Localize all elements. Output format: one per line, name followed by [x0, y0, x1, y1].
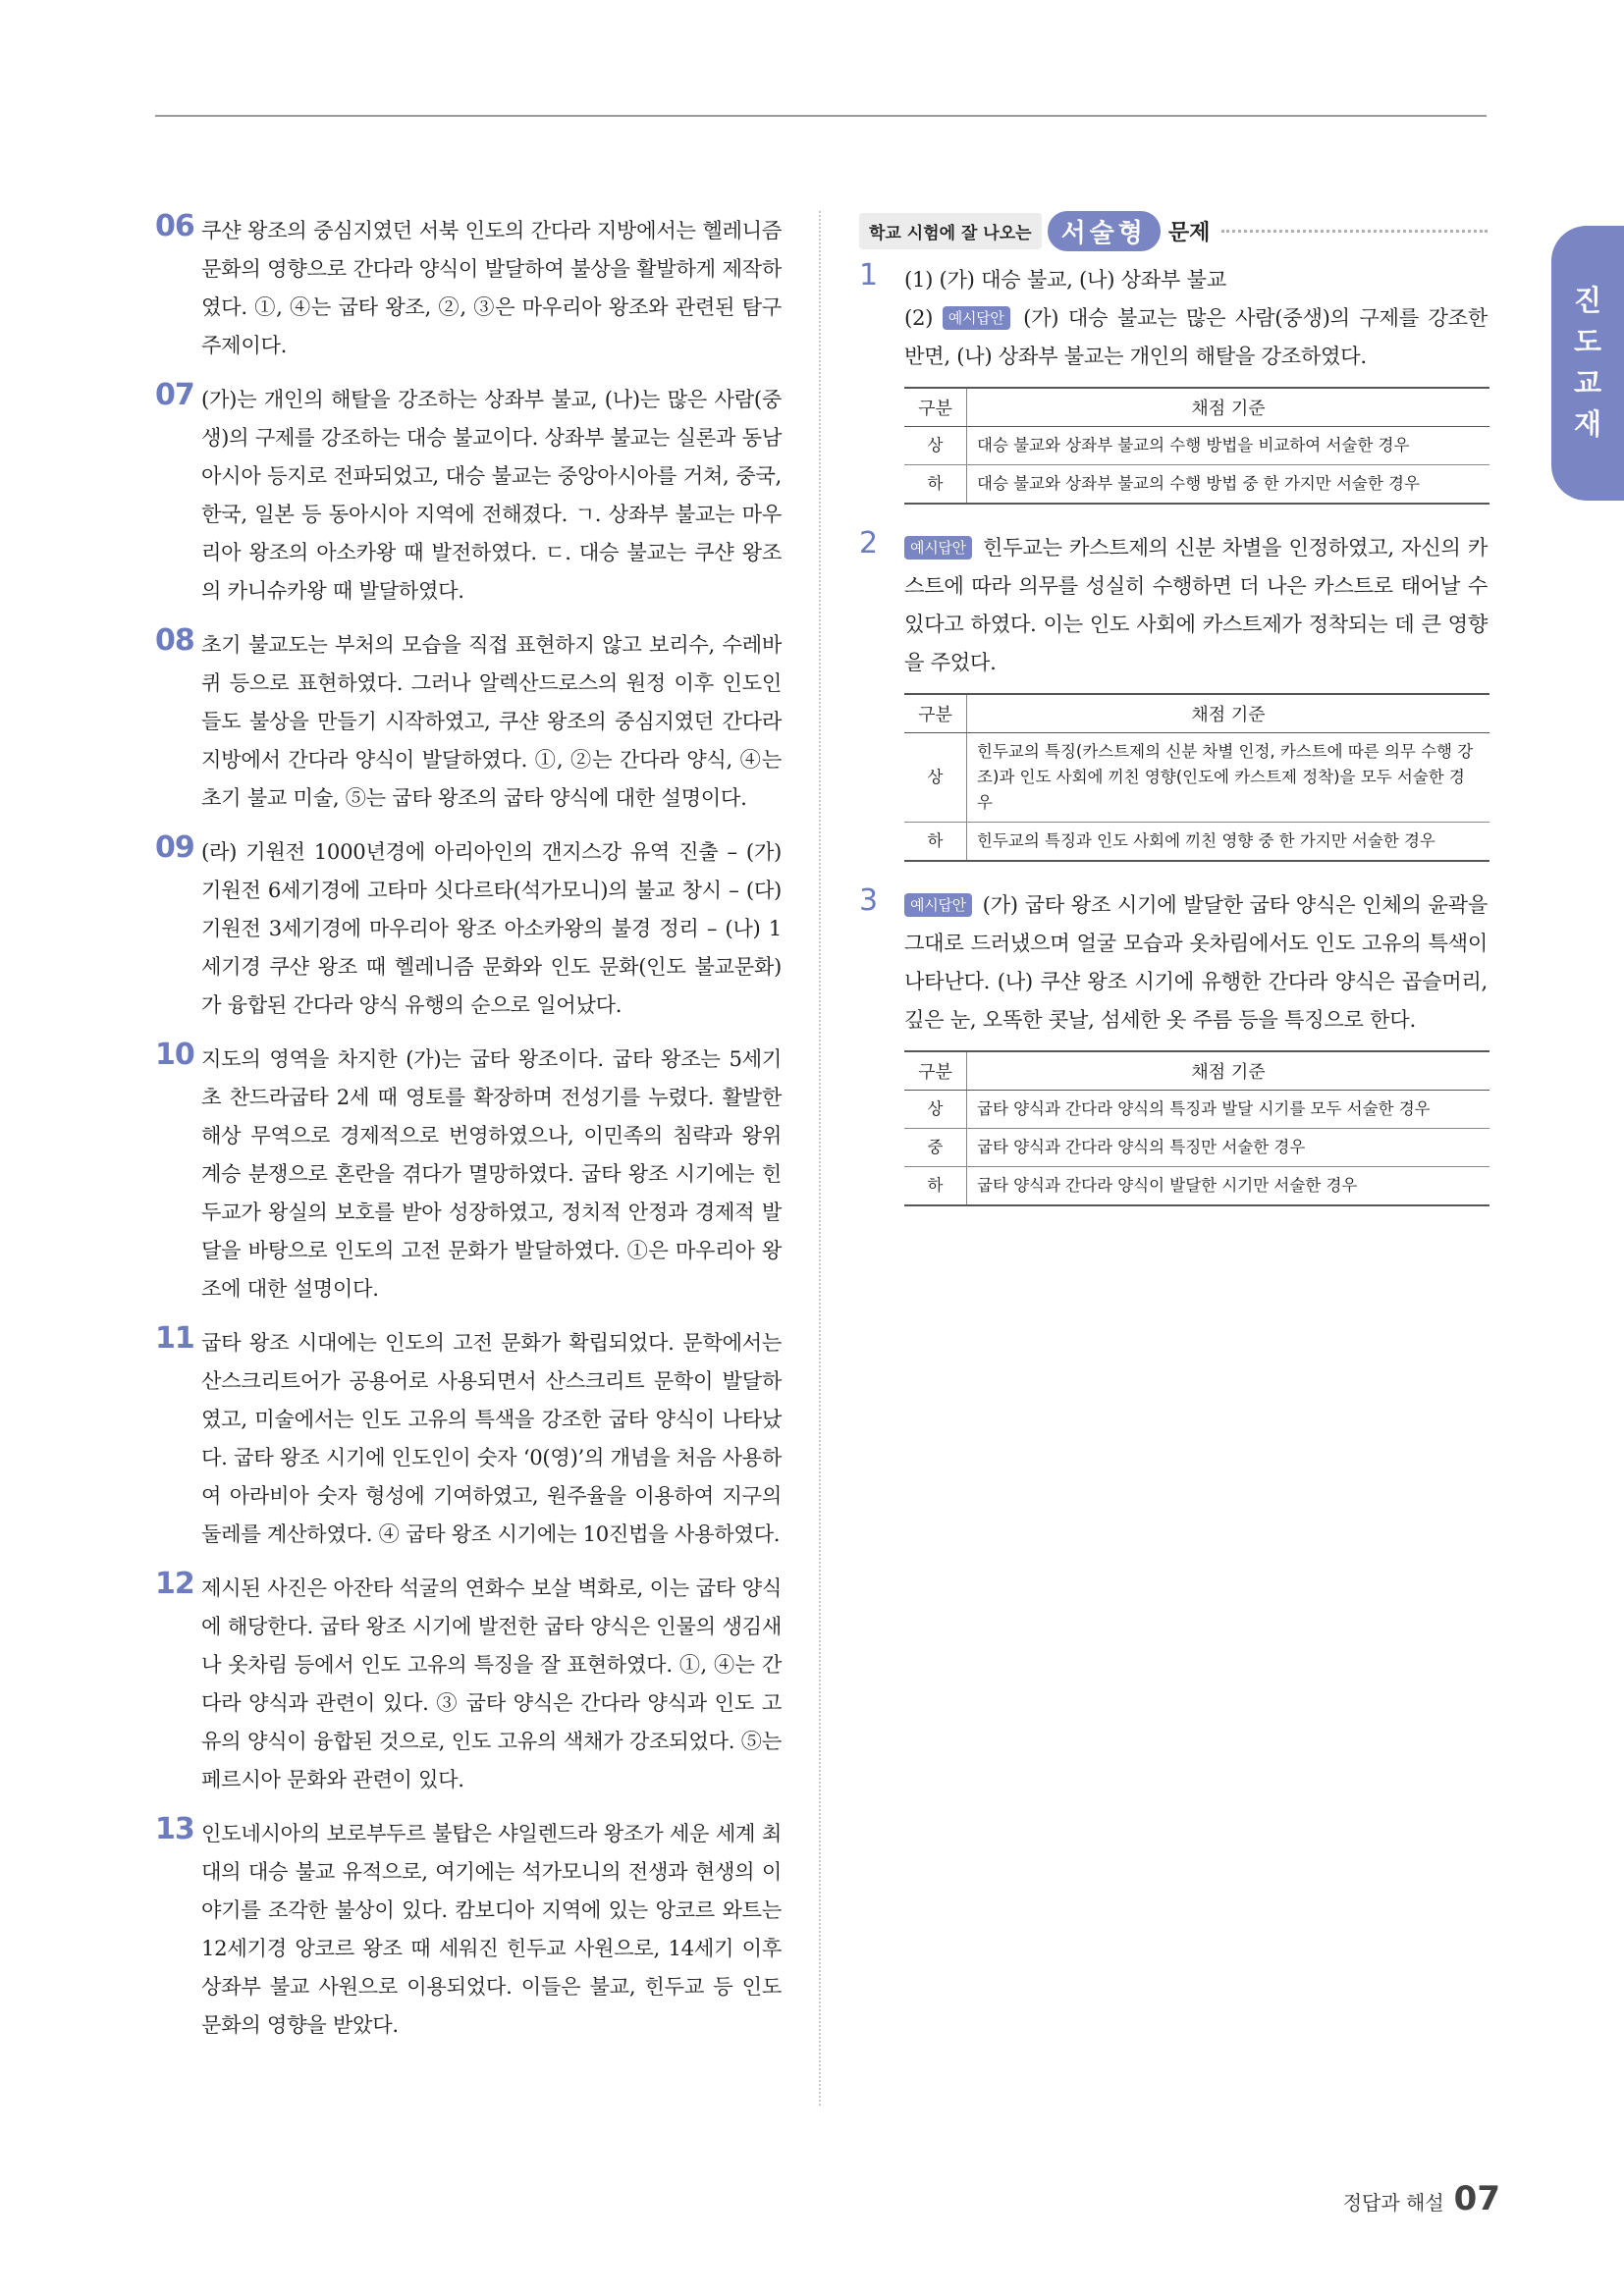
side-tab	[1551, 226, 1624, 501]
side-tab-char: 진	[1573, 284, 1601, 318]
answer-line	[904, 298, 1488, 375]
sub-number: (2)	[904, 305, 934, 330]
grade-cell: 하	[904, 465, 967, 505]
criteria-cell: 굽타 양식과 간다라 양식이 발달한 시기만 서술한 경우	[967, 1167, 1490, 1206]
table-row	[904, 465, 1489, 505]
page-number: 07	[1453, 2179, 1500, 2218]
top-rule	[155, 115, 1487, 117]
example-answer-badge: 예시답안	[943, 306, 1010, 330]
answer-text: (가) 굽타 왕조 시기에 발달한 굽타 양식은 인체의 윤곽을 그대로 드러냈으며 얼굴 모습과 옷차림에서도 인도 고유의 특색이 나타난다. (나) 쿠샨 왕조 시기에 유행한 간다라 양식은 곱슬머리, 깊은 눈, 오똑한 콧날, 섬세한 옷 주름 등을 특징으로 한다.	[904, 892, 1489, 1032]
column-header-criteria: 채점 기준	[967, 388, 1490, 427]
table-row	[904, 1091, 1489, 1129]
answer-number: 10	[155, 1038, 194, 1072]
answer-text: 제시된 사진은 아잔타 석굴의 연화수 보살 벽화로, 이는 굽타 양식에 해당한다. 굽타 왕조 시기에 발전한 굽타 양식은 인물의 생김새나 옷차림 등에서 인도 고유의 특징을 잘 표현하였다. ①, ④는 간다라 양식과 관련이 있다. ③ 굽타 양식은 간다라 양식과 인도 고유의 양식이 융합된 것으로, 인도 고유의 색채가 강조되었다. ⑤는 페르시아 문화와 관련이 있다.	[201, 1575, 782, 1791]
page-footer	[1343, 2179, 1500, 2218]
answer-number: 09	[155, 830, 194, 865]
answer-item	[155, 625, 782, 817]
answer-item	[155, 211, 782, 364]
grade-cell: 하	[904, 1167, 967, 1206]
answer-text: (라) 기원전 1000년경에 아리아인의 갠지스강 유역 진출 – (가) 기원전 6세기경에 고타마 싯다르타(석가모니)의 불교 창시 – (다) 기원전 3세기경에 마우리아 왕조 아소카왕의 불경 정리 – (나) 1세기경 쿠샨 왕조 때 헬레니즘 문화와 인도 문화(인도 불교문화)가 융합된 간다라 양식 유행의 순으로 일어났다.	[201, 839, 782, 1017]
footer-label: 정답과 해설	[1342, 2191, 1444, 2215]
answer-line: (1) (가) 대승 불교, (나) 상좌부 불교	[904, 267, 1226, 292]
question-number: 2	[859, 526, 879, 561]
criteria-cell: 대승 불교와 상좌부 불교의 수행 방법 중 한 가지만 서술한 경우	[967, 465, 1490, 505]
grade-cell: 상	[904, 1091, 967, 1129]
table-row	[904, 427, 1489, 465]
grade-cell: 하	[904, 823, 967, 862]
answer-line	[904, 528, 1488, 681]
answer-text: 초기 불교도는 부처의 모습을 직접 표현하지 않고 보리수, 수레바퀴 등으로 표현하였다. 그러나 알렉산드로스의 원정 이후 인도인들도 불상을 만들기 시작하였고, 쿠샨 왕조의 중심지였던 간다라 지방에서 간다라 양식이 발달하였다. ①, ②는 간다라 양식, ④는 초기 불교 미술, ⑤는 굽타 왕조의 굽타 양식에 대한 설명이다.	[201, 632, 782, 810]
table-row	[904, 733, 1489, 823]
answer-line	[904, 885, 1488, 1039]
criteria-cell: 대승 불교와 상좌부 불교의 수행 방법을 비교하여 서술한 경우	[967, 427, 1490, 465]
grading-table	[904, 1050, 1489, 1206]
column-header-criteria: 채점 기준	[967, 694, 1490, 733]
grade-cell: 상	[904, 733, 967, 823]
criteria-cell: 힌두교의 특징과 인도 사회에 끼친 영향 중 한 가지만 서술한 경우	[967, 823, 1490, 862]
question-number: 1	[859, 258, 879, 293]
answer-item	[155, 1814, 782, 2044]
answer-item	[155, 1323, 782, 1553]
table-row	[904, 1129, 1489, 1167]
column-divider	[819, 211, 821, 2106]
grading-table	[904, 387, 1489, 505]
section-header-suffix: 문제	[1167, 220, 1211, 245]
answer-number: 13	[155, 1812, 194, 1846]
section-header-label: 학교 시험에 잘 나오는	[859, 213, 1042, 249]
essay-question	[859, 885, 1488, 1039]
side-tab-char: 교	[1573, 366, 1601, 400]
answer-number: 07	[155, 378, 194, 412]
answer-text: (가) 대승 불교는 많은 사람(중생)의 구제를 강조한 반면, (나) 상좌부 불교는 개인의 해탈을 강조하였다.	[904, 305, 1489, 368]
answer-text: 인도네시아의 보로부두르 불탑은 샤일렌드라 왕조가 세운 세계 최대의 대승 불교 유적으로, 여기에는 석가모니의 전생과 현생의 이야기를 조각한 불상이 있다. 캄보디아 지역에 있는 앙코르 와트는 12세기경 앙코르 왕조 때 세워진 힌두교 사원으로, 14세기 이후 상좌부 불교 사원으로 이용되었다. 이들은 불교, 힌두교 등 인도 문화의 영향을 받았다.	[201, 1821, 782, 2037]
answer-number: 06	[155, 209, 194, 243]
grade-cell: 중	[904, 1129, 967, 1167]
criteria-cell: 힌두교의 특징(카스트제의 신분 차별 인정, 카스트에 따른 의무 수행 강조)과 인도 사회에 끼친 영향(인도에 카스트제 정착)을 모두 서술한 경우	[967, 733, 1490, 823]
example-answer-badge: 예시답안	[904, 536, 972, 560]
answer-number: 11	[155, 1321, 194, 1356]
essay-question	[859, 260, 1488, 375]
answer-text: 힌두교는 카스트제의 신분 차별을 인정하였고, 자신의 카스트에 따라 의무를 성실히 수행하면 더 나은 카스트로 태어날 수 있다고 하였다. 이는 인도 사회에 카스트제가 정착되는 데 큰 영향을 주었다.	[904, 535, 1488, 674]
side-tab-char: 도	[1573, 325, 1601, 359]
answer-number: 08	[155, 623, 194, 658]
answer-text: 지도의 영역을 차지한 (가)는 굽타 왕조이다. 굽타 왕조는 5세기 초 찬드라굽타 2세 때 영토를 확장하며 전성기를 누렸다. 활발한 해상 무역으로 경제적으로 번영하였으나, 이민족의 침략과 왕위 계승 분쟁으로 혼란을 겪다가 멸망하였다. 굽타 왕조 시기에는 힌두교가 왕실의 보호를 받아 성장하였고, 정치적 안정과 경제적 발달을 바탕으로 인도의 고전 문화가 발달하였다. ①은 마우리아 왕조에 대한 설명이다.	[201, 1046, 782, 1301]
question-number: 3	[859, 883, 879, 918]
column-header-grade: 구분	[904, 388, 967, 427]
example-answer-badge: 예시답안	[904, 893, 972, 917]
right-column	[859, 211, 1488, 1230]
grading-table	[904, 693, 1489, 862]
column-header-grade: 구분	[904, 694, 967, 733]
essay-question	[859, 528, 1488, 681]
answer-text: (가)는 개인의 해탈을 강조하는 상좌부 불교, (나)는 많은 사람(중생)의 구제를 강조하는 대승 불교이다. 상좌부 불교는 실론과 동남아시아 등지로 전파되었고, 대승 불교는 중앙아시아를 거쳐, 중국, 한국, 일본 등 동아시아 지역에 전해졌다. ㄱ. 상좌부 불교는 마우리아 왕조의 아소카왕 때 발전하였다. ㄷ. 대승 불교는 쿠샨 왕조의 카니슈카왕 때 발달하였다.	[201, 387, 782, 603]
answer-item	[155, 1040, 782, 1308]
grade-cell: 상	[904, 427, 967, 465]
criteria-cell: 굽타 양식과 간다라 양식의 특징만 서술한 경우	[967, 1129, 1490, 1167]
answer-item	[155, 380, 782, 610]
answer-item	[155, 1569, 782, 1798]
dotted-rule	[1221, 230, 1488, 233]
section-header	[859, 211, 1488, 250]
left-column	[155, 211, 782, 2059]
table-header-row	[904, 1051, 1489, 1091]
table-header-row	[904, 694, 1489, 733]
table-header-row	[904, 388, 1489, 427]
answer-text: 굽타 왕조 시대에는 인도의 고전 문화가 확립되었다. 문학에서는 산스크리트어가 공용어로 사용되면서 산스크리트 문학이 발달하였고, 미술에서는 인도 고유의 특색을 강조한 굽타 양식이 나타났다. 굽타 왕조 시기에 인도인이 숫자 ‘0(영)’의 개념을 처음 사용하여 아라비아 숫자 형성에 기여하였고, 원주율을 이용하여 지구의 둘레를 계산하였다. ④ 굽타 왕조 시기에는 10진법을 사용하였다.	[201, 1330, 782, 1546]
criteria-cell: 굽타 양식과 간다라 양식의 특징과 발달 시기를 모두 서술한 경우	[967, 1091, 1490, 1129]
table-row	[904, 823, 1489, 862]
column-header-grade: 구분	[904, 1051, 967, 1091]
answer-item	[155, 832, 782, 1024]
side-tab-char: 재	[1573, 406, 1601, 441]
column-header-criteria: 채점 기준	[967, 1051, 1490, 1091]
section-header-pill: 서술형	[1048, 211, 1161, 251]
answer-text: 쿠샨 왕조의 중심지였던 서북 인도의 간다라 지방에서는 헬레니즘 문화의 영향으로 간다라 양식이 발달하여 불상을 활발하게 제작하였다. ①, ④는 굽타 왕조, ②, ③은 마우리아 왕조와 관련된 탐구 주제이다.	[201, 218, 782, 357]
table-row	[904, 1167, 1489, 1206]
answer-number: 12	[155, 1567, 194, 1601]
